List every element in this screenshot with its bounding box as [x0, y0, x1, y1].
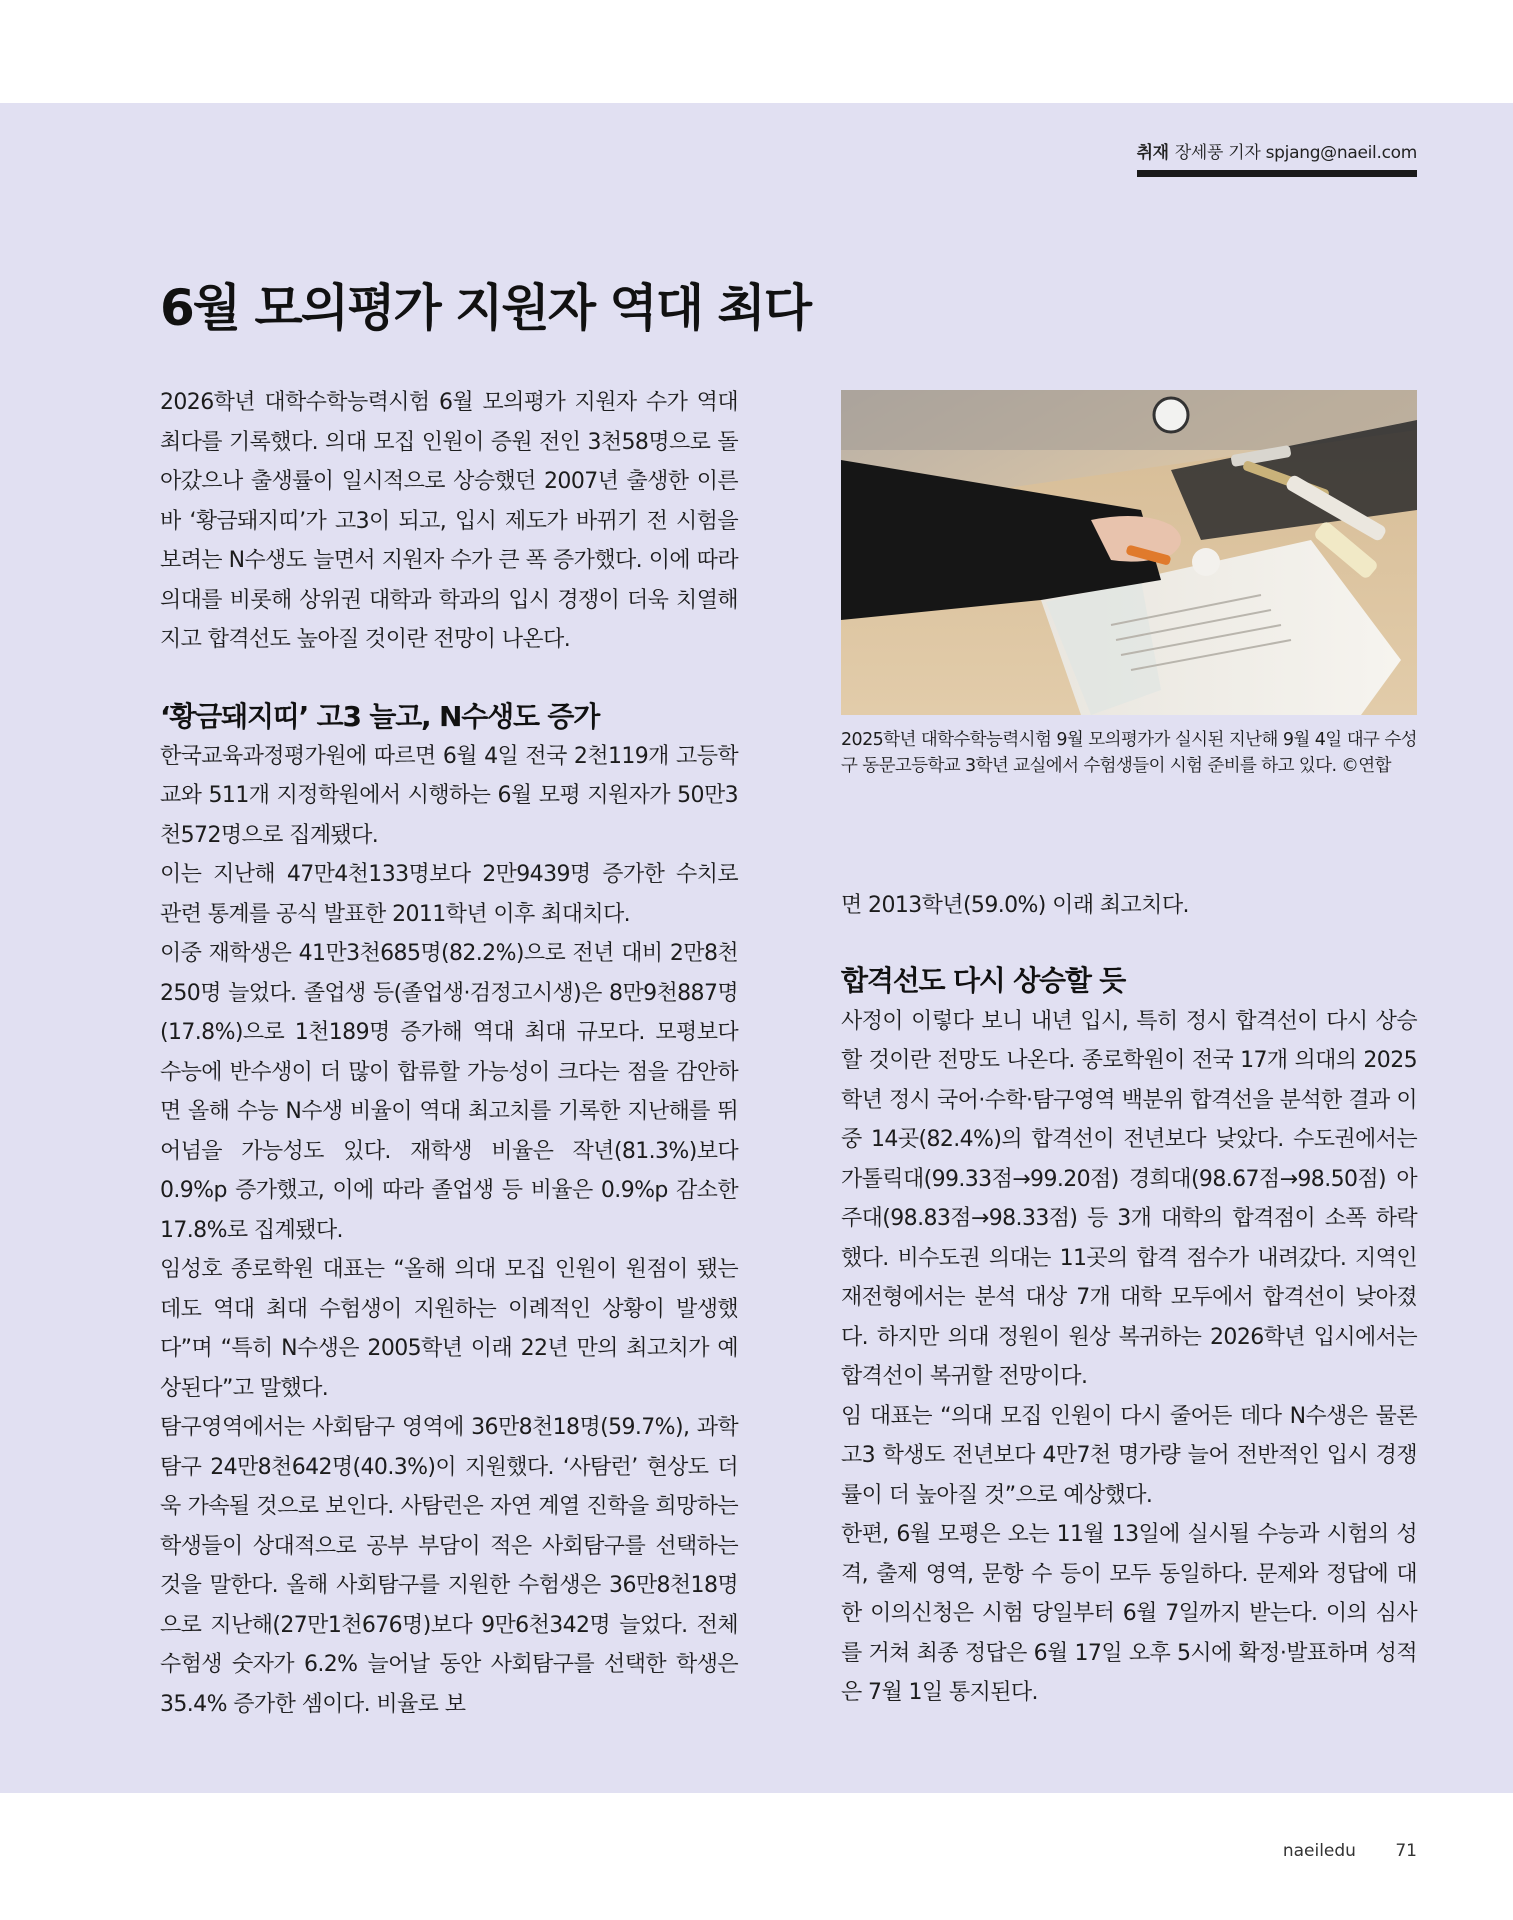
body-paragraph: 이중 재학생은 41만3천685명(82.2%)으로 전년 대비 2만8천250명 늘었다. 졸업생 등(졸업생·검정고시생)은 8만9천887명(17.8%)으로 1천189명 증가해 역대 최대 규모다. 모평보다 수능에 반수생이 더 많이 합류할 가능성이 크다는 점을 감안하면 올해 수능 N수생 비율이 역대 최고치를 기록한 지난해를 뛰어넘을 가능성도 있다. 재학생 비율은 작년(81.3%)보다 0.9%p 증가했고, 이에 따라 졸업생 등 비율은 0.9%p 감소한 17.8%로 집계됐다. — [160, 941, 738, 1243]
right-column — [841, 886, 1417, 1713]
photo-caption: 2025학년 대학수학능력시험 9월 모의평가가 실시된 지난해 9월 4일 대구 수성구 동문고등학교 3학년 교실에서 수험생들이 시험 준비를 하고 있다. ©연합 — [841, 730, 1417, 776]
article-title: 6월 모의평가 지원자 역대 최다 — [160, 279, 811, 337]
byline — [1137, 138, 1417, 163]
body-paragraph: 임성호 종로학원 대표는 “올해 의대 모집 인원이 원점이 됐는데도 역대 최대 수험생이 지원하는 이례적인 상황이 발생했다”며 “특히 N수생은 2005학년 이래 22년 만의 최고치가 예상된다”고 말했다. — [160, 1257, 738, 1401]
body-paragraph: 한편, 6월 모평은 오는 11월 13일에 실시될 수능과 시험의 성격, 출제 영역, 문항 수 등이 모두 동일하다. 문제와 정답에 대한 이의신청은 시험 당일부터 6월 7일까지 받는다. 이의 심사를 거쳐 최종 정답은 6월 17일 오후 5시에 확정·발표하며 성적은 7월 1일 통지된다. — [841, 1522, 1417, 1705]
byline-label: 취재 — [1136, 143, 1169, 163]
body-paragraph: 이는 지난해 47만4천133명보다 2만9439명 증가한 수치로 관련 통계를 공식 발표한 2011학년 이후 최대치다. — [160, 862, 738, 927]
body-paragraph: 사정이 이렇다 보니 내년 입시, 특히 정시 합격선이 다시 상승할 것이란 전망도 나온다. 종로학원이 전국 17개 의대의 2025학년 정시 국어·수학·탐구영역 백분위 합격선을 분석한 결과 이 중 14곳(82.4%)의 합격선이 전년보다 낮았다. 수도권에서는 가톨릭대(99.33점→99.20점) 경희대(98.67점→98.50점) 아주대(98.83점→98.33점) 등 3개 대학의 합격점이 소폭 하락했다. 비수도권 의대는 11곳의 합격 점수가 내려갔다. 지역인재전형에서는 분석 대상 7개 대학 모두에서 합격선이 낮아졌다. 하지만 의대 정원이 원상 복귀하는 2026학년 입시에서는 합격선이 복귀할 전망이다. — [841, 1008, 1417, 1389]
intro-paragraph: 2026학년 대학수학능력시험 6월 모의평가 지원자 수가 역대 최다를 기록했다. 의대 모집 인원이 증원 전인 3천58명으로 돌아갔으나 출생률이 일시적으로 상승했던 2007년 출생한 이른바 ‘황금돼지띠’가 고3이 되고, 입시 제도가 바뀌기 전 시험을 보려는 N수생도 늘면서 지원자 수가 큰 폭 증가했다. 이에 따라 의대를 비롯해 상위권 대학과 학과의 입시 경쟁이 더욱 치열해지고 합격선도 높아질 것이란 전망이 나온다. — [160, 390, 738, 652]
body-paragraph: 면 2013학년(59.0%) 이래 최고치다. — [841, 893, 1189, 918]
byline-author: 장세풍 기자 spjang@naeil.com — [1174, 143, 1417, 163]
left-column — [160, 383, 738, 1724]
section-heading: 합격선도 다시 상승할 듯 — [841, 963, 1126, 997]
magazine-brand: naeiledu — [1282, 1841, 1356, 1861]
section-heading: ‘황금돼지띠’ 고3 늘고, N수생도 증가 — [160, 699, 600, 733]
body-paragraph: 탐구영역에서는 사회탐구 영역에 36만8천18명(59.7%), 과학탐구 24만8천642명(40.3%)이 지원했다. ‘사탐런’ 현상도 더욱 가속될 것으로 보인다. 사탐런은 자연 계열 진학을 희망하는 학생들이 상대적으로 공부 부담이 적은 사회탐구를 선택하는 것을 말한다. 올해 사회탐구를 지원한 수험생은 36만8천18명으로 지난해(27만1천676명)보다 9만6천342명 늘었다. 전체 수험생 숫자가 6.2% 늘어날 동안 사회탐구를 선택한 학생은 35.4% 증가한 셈이다. 비율로 보 — [160, 1415, 738, 1717]
page-footer — [1283, 1841, 1417, 1861]
body-paragraph: 한국교육과정평가원에 따르면 6월 4일 전국 2천119개 고등학교와 511개 지정학원에서 시행하는 6월 모평 지원자가 50만3천572명으로 집계됐다. — [160, 743, 738, 848]
byline-divider — [1137, 170, 1417, 177]
exam-room-photo — [841, 390, 1417, 715]
body-paragraph: 임 대표는 “의대 모집 인원이 다시 줄어든 데다 N수생은 물론 고3 학생도 전년보다 4만7천 명가량 늘어 전반적인 입시 경쟁률이 더 높아질 것”으로 예상했다. — [841, 1403, 1417, 1508]
page-number: 71 — [1395, 1841, 1417, 1861]
